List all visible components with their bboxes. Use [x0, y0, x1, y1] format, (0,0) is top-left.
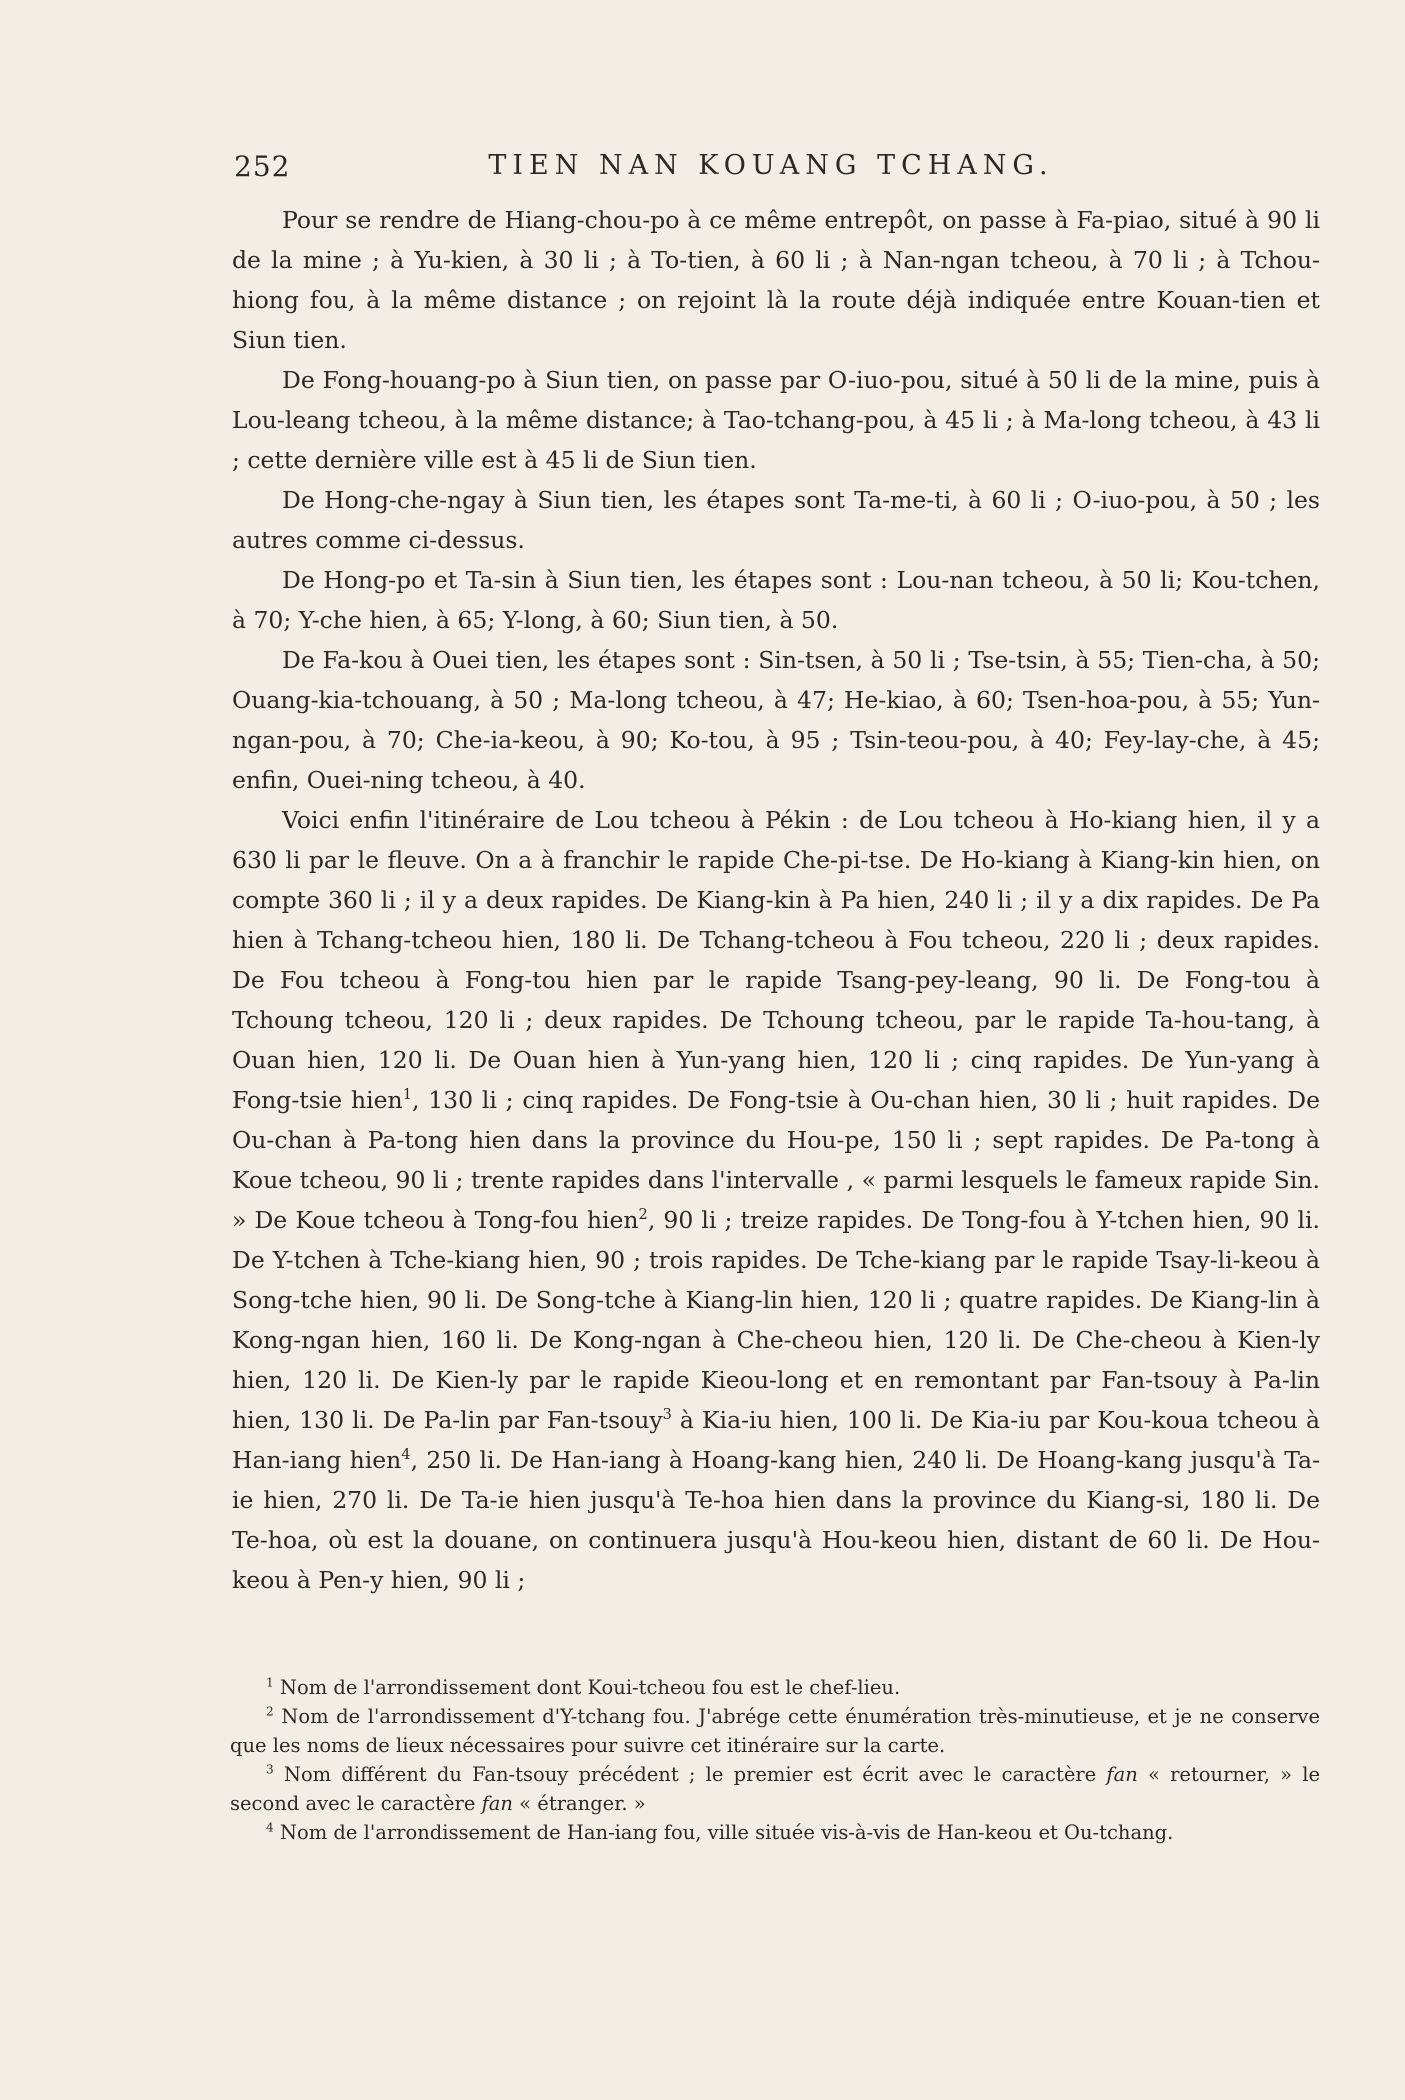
- page-header: [222, 150, 1320, 190]
- footnote-ref: 4: [401, 1446, 411, 1464]
- body-text: [232, 200, 1320, 1600]
- paragraph-itinerary: [232, 800, 1320, 1600]
- footnote-text: Nom de l'arrondissement d'Y-tchang fou. J'abrége cette énumération très-minutieuse, et je ne conserve que les noms de lieux nécessaires pour suivre cet itinéraire sur la carte.: [230, 1705, 1320, 1757]
- page-number: 252: [234, 150, 291, 183]
- paragraph: De Fa-kou à Ouei tien, les étapes sont : Sin-tsen, à 50 li ; Tse-tsin, à 55; Tien-cha, à 50; Ouang-kia-tchouang, à 50 ; Ma-long tcheou, à 47; He-kiao, à 60; Tsen-hoa-pou, à 55; Yun-ngan-pou, à 70; Che-ia-keou, à 90; Ko-tou, à 95 ; Tsin-teou-pou, à 40; Fey-lay-che, à 45; enfin, Ouei-ning tcheou, à 40.: [232, 646, 1320, 794]
- footnotes: [230, 1673, 1320, 1847]
- paragraph: Pour se rendre de Hiang-chou-po à ce même entrepôt, on passe à Fa-piao, situé à 90 li de la mine ; à Yu-kien, à 30 li ; à To-tien, à 60 li ; à Nan-ngan tcheou, à 70 li ; à Tchou-hiong fou, à la même distance ; on rejoint là la route déjà indiquée entre Kouan-tien et Siun tien.: [232, 206, 1320, 354]
- footnote-text: « étranger. »: [512, 1792, 646, 1815]
- footnote-ref: 2: [638, 1206, 648, 1224]
- text-segment: , 90 li ; treize rapides. De Tong-fou à Y-tchen hien, 90 li. De Y-tchen à Tche-kiang hien, 90 ; trois rapides. De Tche-kiang par le rapide Tsay-li-keou à Song-tche hien, 90 li. De Song-tche à Kiang-lin hien, 120 li ; quatre rapides. De Kiang-lin à Kong-ngan hien, 160 li. De Kong-ngan à Che-cheou hien, 120 li. De Che-cheou à Kien-ly hien, 120 li. De Kien-ly par le rapide Kieou-long et en remontant par Fan-tsouy à Pa-lin hien, 130 li. De Pa-lin par Fan-tsouy: [232, 1206, 1321, 1434]
- footnote-number: 3: [266, 1762, 274, 1777]
- footnote-text: « retourner, » le second avec le caractère: [230, 1763, 1320, 1815]
- footnote-ref: 3: [662, 1406, 672, 1424]
- footnote-number: 1: [266, 1675, 274, 1690]
- footnote-number: 2: [266, 1704, 274, 1719]
- footnote-text: Nom de l'arrondissement dont Koui-tcheou fou est le chef-lieu.: [279, 1676, 901, 1699]
- footnote-ref: 1: [402, 1086, 412, 1104]
- text-segment: , 250 li. De Han-iang à Hoang-kang hien, 240 li. De Hoang-kang jusqu'à Ta-ie hien, 270 li. De Ta-ie hien jusqu'à Te-hoa hien dans la province du Kiang-si, 180 li. De Te-hoa, où est la douane, on continuera jusqu'à Hou-keou hien, distant de 60 li. De Hou-keou à Pen-y hien, 90 li ;: [232, 1446, 1321, 1594]
- footnote: [230, 1760, 1320, 1818]
- footnote-number: 4: [266, 1820, 274, 1835]
- text-segment: à Kia-iu hien, 100 li. De Kia-iu par Kou-koua tcheou à Han-iang hien: [232, 1406, 1320, 1474]
- italic-term: fan: [481, 1792, 513, 1815]
- italic-term: fan: [1106, 1763, 1138, 1786]
- footnote: [230, 1673, 1320, 1702]
- paragraph: De Hong-che-ngay à Siun tien, les étapes sont Ta-me-ti, à 60 li ; O-iuo-pou, à 50 ; les autres comme ci-dessus.: [232, 486, 1320, 554]
- footnote: [230, 1702, 1320, 1760]
- footnote-text: Nom différent du Fan-tsouy précédent ; le premier est écrit avec le caractère: [283, 1763, 1107, 1786]
- text-segment: , 130 li ; cinq rapides. De Fong-tsie à Ou-chan hien, 30 li ; huit rapides. De Ou-chan à Pa-tong hien dans la province du Hou-pe, 150 li ; sept rapides. De Pa-tong à Koue tcheou, 90 li ; trente rapides dans l'intervalle , « parmi lesquels le fameux rapide Sin. » De Koue tcheou à Tong-fou hien: [232, 1086, 1320, 1234]
- footnote-text: Nom de l'arrondissement de Han-iang fou, ville située vis-à-vis de Han-keou et Ou-tchang.: [279, 1821, 1174, 1844]
- paragraph: De Hong-po et Ta-sin à Siun tien, les étapes sont : Lou-nan tcheou, à 50 li; Kou-tchen, à 70; Y-che hien, à 65; Y-long, à 60; Siun tien, à 50.: [232, 566, 1320, 634]
- text-segment: Voici enfin l'itinéraire de Lou tcheou à Pékin : de Lou tcheou à Ho-kiang hien, il y a 630 li par le fleuve. On a à franchir le rapide Che-pi-tse. De Ho-kiang à Kiang-kin hien, on compte 360 li ; il y a deux rapides. De Kiang-kin à Pa hien, 240 li ; il y a dix rapides. De Pa hien à Tchang-tcheou hien, 180 li. De Tchang-tcheou à Fou tcheou, 220 li ; deux rapides. De Fou tcheou à Fong-tou hien par le rapide Tsang-pey-leang, 90 li. De Fong-tou à Tchoung tcheou, 120 li ; deux rapides. De Tchoung tcheou, par le rapide Ta-hou-tang, à Ouan hien, 120 li. De Ouan hien à Yun-yang hien, 120 li ; cinq rapides. De Yun-yang à Fong-tsie hien: [232, 806, 1320, 1114]
- running-title: TIEN NAN KOUANG TCHANG.: [488, 150, 1054, 181]
- footnote: [230, 1818, 1320, 1847]
- paragraph: De Fong-houang-po à Siun tien, on passe par O-iuo-pou, situé à 50 li de la mine, puis à Lou-leang tcheou, à la même distance; à Tao-tchang-pou, à 45 li ; à Ma-long tcheou, à 43 li ; cette dernière ville est à 45 li de Siun tien.: [232, 366, 1320, 474]
